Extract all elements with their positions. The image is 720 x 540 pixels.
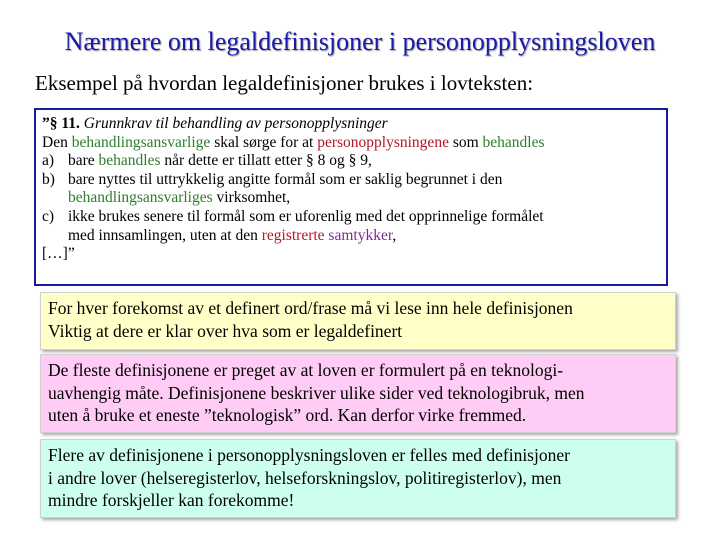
law-line-1 xyxy=(42,134,660,153)
defined-term: personopplysningene xyxy=(317,133,449,151)
defined-term: samtykker xyxy=(328,226,393,244)
item-marker: c) xyxy=(42,207,55,225)
law-closing: […]” xyxy=(42,245,75,263)
law-text: virksomhet, xyxy=(216,189,291,207)
note-line: De fleste definisjonene er preget av at loven er formulert på en teknologi- xyxy=(48,360,564,380)
law-text: bare xyxy=(68,152,95,170)
law-item-b-continuation xyxy=(42,189,660,208)
section-number: ”§ 11. xyxy=(42,115,80,132)
note-line: Viktig at dere er klar over hva som er legaldefinert xyxy=(48,320,403,341)
defined-term: registrerte xyxy=(261,226,325,244)
note-box-shared-definitions xyxy=(40,439,676,518)
law-item-c-continuation xyxy=(42,227,660,246)
intro-text: Eksempel på hvordan legaldefinisjoner brukes i lovteksten: xyxy=(35,71,534,95)
defined-term: behandles xyxy=(98,152,161,170)
note-line: mindre forskjeller kan forekomme! xyxy=(48,490,295,510)
note-line: uten å bruke et eneste ”teknologisk” ord. Kan derfor virke fremmed. xyxy=(48,405,527,425)
law-text: bare nyttes til uttrykkelig angitte formål som er saklig begrunnet i den xyxy=(68,170,503,188)
slide-title: Nærmere om legaldefinisjoner i personopplysningsloven xyxy=(64,27,656,56)
section-title: Grunnkrav til behandling av personopplysninger xyxy=(83,115,388,132)
law-text: skal sørge for at xyxy=(214,133,314,151)
item-marker: b) xyxy=(42,170,55,188)
law-item-b xyxy=(42,171,660,190)
item-marker: a) xyxy=(42,152,55,170)
law-excerpt-box xyxy=(34,108,668,286)
defined-term: behandlingsansvarliges xyxy=(68,189,213,207)
law-text: , xyxy=(392,226,397,244)
defined-term: behandlingsansvarlige xyxy=(71,133,211,151)
note-line: Flere av definisjonene i personopplysningsloven er felles med definisjoner xyxy=(48,445,570,465)
note-box-definitions xyxy=(40,292,676,350)
note-box-technology xyxy=(40,354,676,433)
law-item-a xyxy=(42,152,660,171)
law-text: når dette er tillatt etter § 8 og § 9, xyxy=(164,152,372,170)
note-line: For hver forekomst av et definert ord/frase må vi lese inn hele definisjonen xyxy=(48,298,573,318)
note-line: uavhengig måte. Definisjonene beskriver ulike sider ved teknologibruk, men xyxy=(48,382,585,403)
law-item-c xyxy=(42,208,660,227)
law-text: ikke brukes senere til formål som er uforenlig med det opprinnelige formålet xyxy=(68,207,544,225)
law-heading xyxy=(42,115,660,134)
law-text: som xyxy=(452,133,479,151)
law-text: Den xyxy=(42,133,68,151)
law-text: med innsamlingen, uten at den xyxy=(68,226,258,244)
note-line: i andre lover (helseregisterlov, helseforskningslov, politiregisterlov), men xyxy=(48,467,562,488)
defined-term: behandles xyxy=(482,133,545,151)
